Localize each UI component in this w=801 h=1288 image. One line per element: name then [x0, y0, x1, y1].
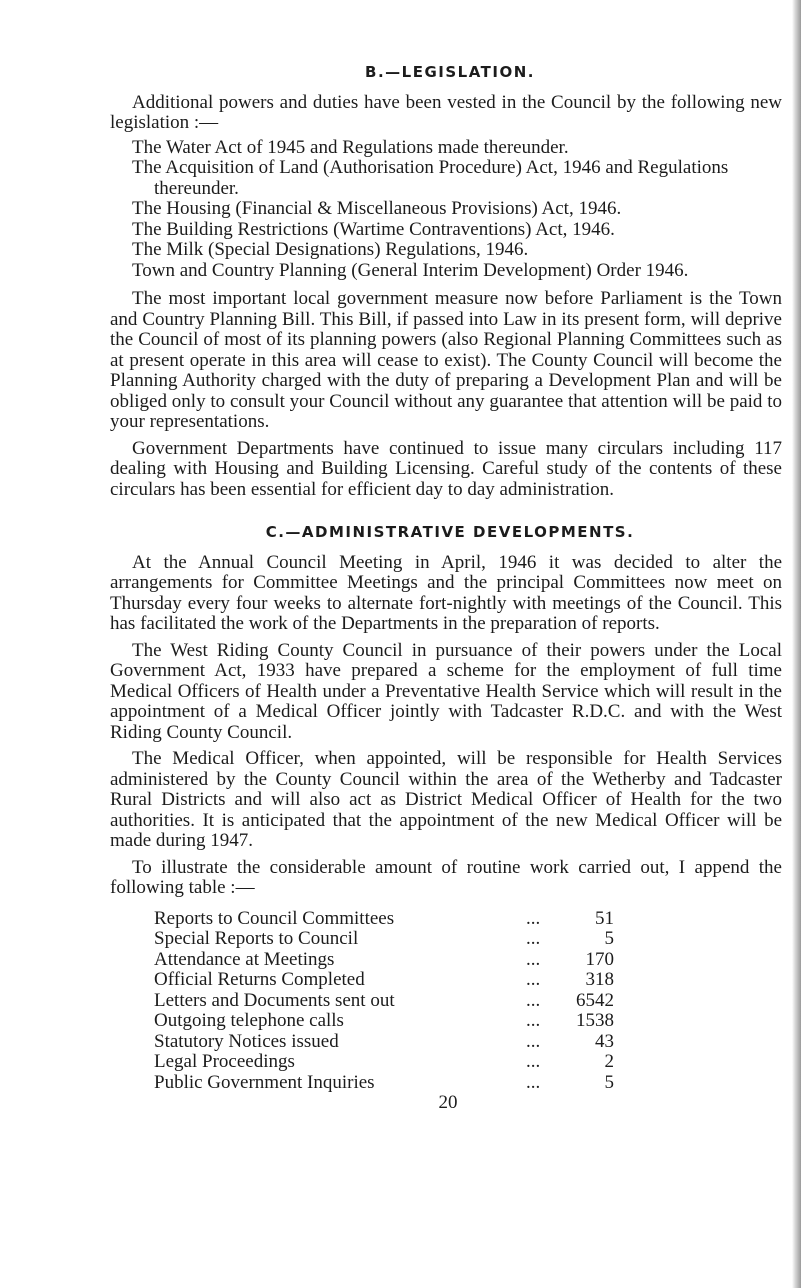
row-value: 170 — [585, 948, 614, 970]
row-leader: ... — [526, 1030, 541, 1052]
document-page — [110, 62, 782, 1114]
row-leader: ... — [526, 928, 541, 949]
row-value: 2 — [604, 1051, 614, 1072]
table-row — [110, 929, 782, 950]
scan-edge-shadow — [792, 0, 801, 1288]
row-leader: ... — [526, 948, 541, 970]
table-row — [110, 950, 782, 971]
row-label: Public Government Inquiries — [154, 1071, 375, 1093]
row-value: 43 — [595, 1030, 614, 1052]
row-leader: ... — [526, 907, 541, 929]
row-value: 5 — [604, 928, 614, 949]
legislation-list — [110, 138, 782, 282]
legislation-item: The Milk (Special Designations) Regulations, 1946. — [132, 239, 529, 260]
row-value: 1538 — [576, 1010, 614, 1031]
page-number: 20 — [438, 1092, 458, 1113]
row-label: Special Reports to Council — [154, 928, 359, 949]
table-row — [110, 1032, 782, 1053]
section-b-intro: Additional powers and duties have been vested in the Council by the following new legislation :— — [110, 91, 782, 133]
table-row — [110, 1073, 782, 1094]
table-row — [110, 991, 782, 1012]
row-label: Reports to Council Committees — [154, 907, 395, 929]
row-value: 5 — [604, 1071, 614, 1093]
row-label: Statutory Notices issued — [154, 1030, 339, 1052]
row-leader: ... — [526, 989, 541, 1011]
row-leader: ... — [526, 1051, 541, 1072]
table-row — [110, 970, 782, 991]
row-label: Official Returns Completed — [154, 969, 365, 990]
row-label: Attendance at Meetings — [154, 948, 335, 970]
table-row — [110, 909, 782, 930]
row-value: 51 — [595, 907, 614, 929]
section-b-heading: B.—LEGISLATION. — [365, 63, 535, 81]
row-value: 318 — [585, 969, 614, 990]
legislation-item: Town and Country Planning (General Interim Development) Order 1946. — [132, 259, 689, 281]
table-row — [110, 1052, 782, 1073]
legislation-item: The Acquisition of Land (Authorisation Procedure) Act, 1946 and Regulations thereunder. — [132, 157, 729, 199]
table-intro-paragraph: To illustrate the considerable amount of routine work carried out, I append the following table :— — [110, 856, 782, 898]
legislation-item: The Building Restrictions (Wartime Contraventions) Act, 1946. — [132, 218, 615, 240]
circulars-paragraph: Government Departments have continued to issue many circulars including 117 dealing with Housing and Building Licensing. Careful study of the contents of these circulars has been essential for efficient day to day administration. — [110, 437, 782, 500]
planning-bill-paragraph: The most important local government measure now before Parliament is the Town and Country Planning Bill. This Bill, if passed into Law in its present form, will deprive the Council of most of its planning powers (also Regional Planning Committees such as at present operate in this area will cease to exist). The County Council will become the Planning Authority charged with the duty of preparing a Development Plan and will be obliged only to consult your Council without any guarantee that attention will be paid to your representations. — [110, 288, 782, 432]
row-leader: ... — [526, 1010, 541, 1031]
row-label: Outgoing telephone calls — [154, 1010, 344, 1031]
council-meeting-paragraph: At the Annual Council Meeting in April, 1946 it was decided to alter the arrangements for Committee Meetings and the principal Committees now meet on Thursday every four weeks to alternate fort-nightly with meetings of the Council. This has facilitated the work of the Departments in the preparation of reports. — [110, 551, 782, 634]
routine-work-table — [110, 909, 782, 1094]
row-label: Letters and Documents sent out — [154, 989, 395, 1011]
medical-officer-paragraph: The Medical Officer, when appointed, will be responsible for Health Services administered by the County Council within the area of the Wetherby and Tadcaster Rural Districts and will also act as District Medical Officer of Health for the two authorities. It is anticipated that the appointment of the new Medical Officer will be made during 1947. — [110, 748, 782, 851]
row-label: Legal Proceedings — [154, 1051, 295, 1072]
health-scheme-paragraph: The West Riding County Council in pursuance of their powers under the Local Government Act, 1933 have prepared a scheme for the employment of full time Medical Officers of Health under a Preventative Health Service which will result in the appointment of a Medical Officer jointly with Tadcaster R.D.C. and with the West Riding County Council. — [110, 639, 782, 743]
legislation-item: The Water Act of 1945 and Regulations made thereunder. — [132, 136, 569, 158]
row-value: 6542 — [576, 989, 614, 1011]
row-leader: ... — [526, 1071, 541, 1093]
row-leader: ... — [526, 969, 541, 990]
table-row — [110, 1011, 782, 1032]
section-c-heading: C.—ADMINISTRATIVE DEVELOPMENTS. — [265, 523, 635, 541]
legislation-item: The Housing (Financial & Miscellaneous Provisions) Act, 1946. — [132, 198, 622, 219]
